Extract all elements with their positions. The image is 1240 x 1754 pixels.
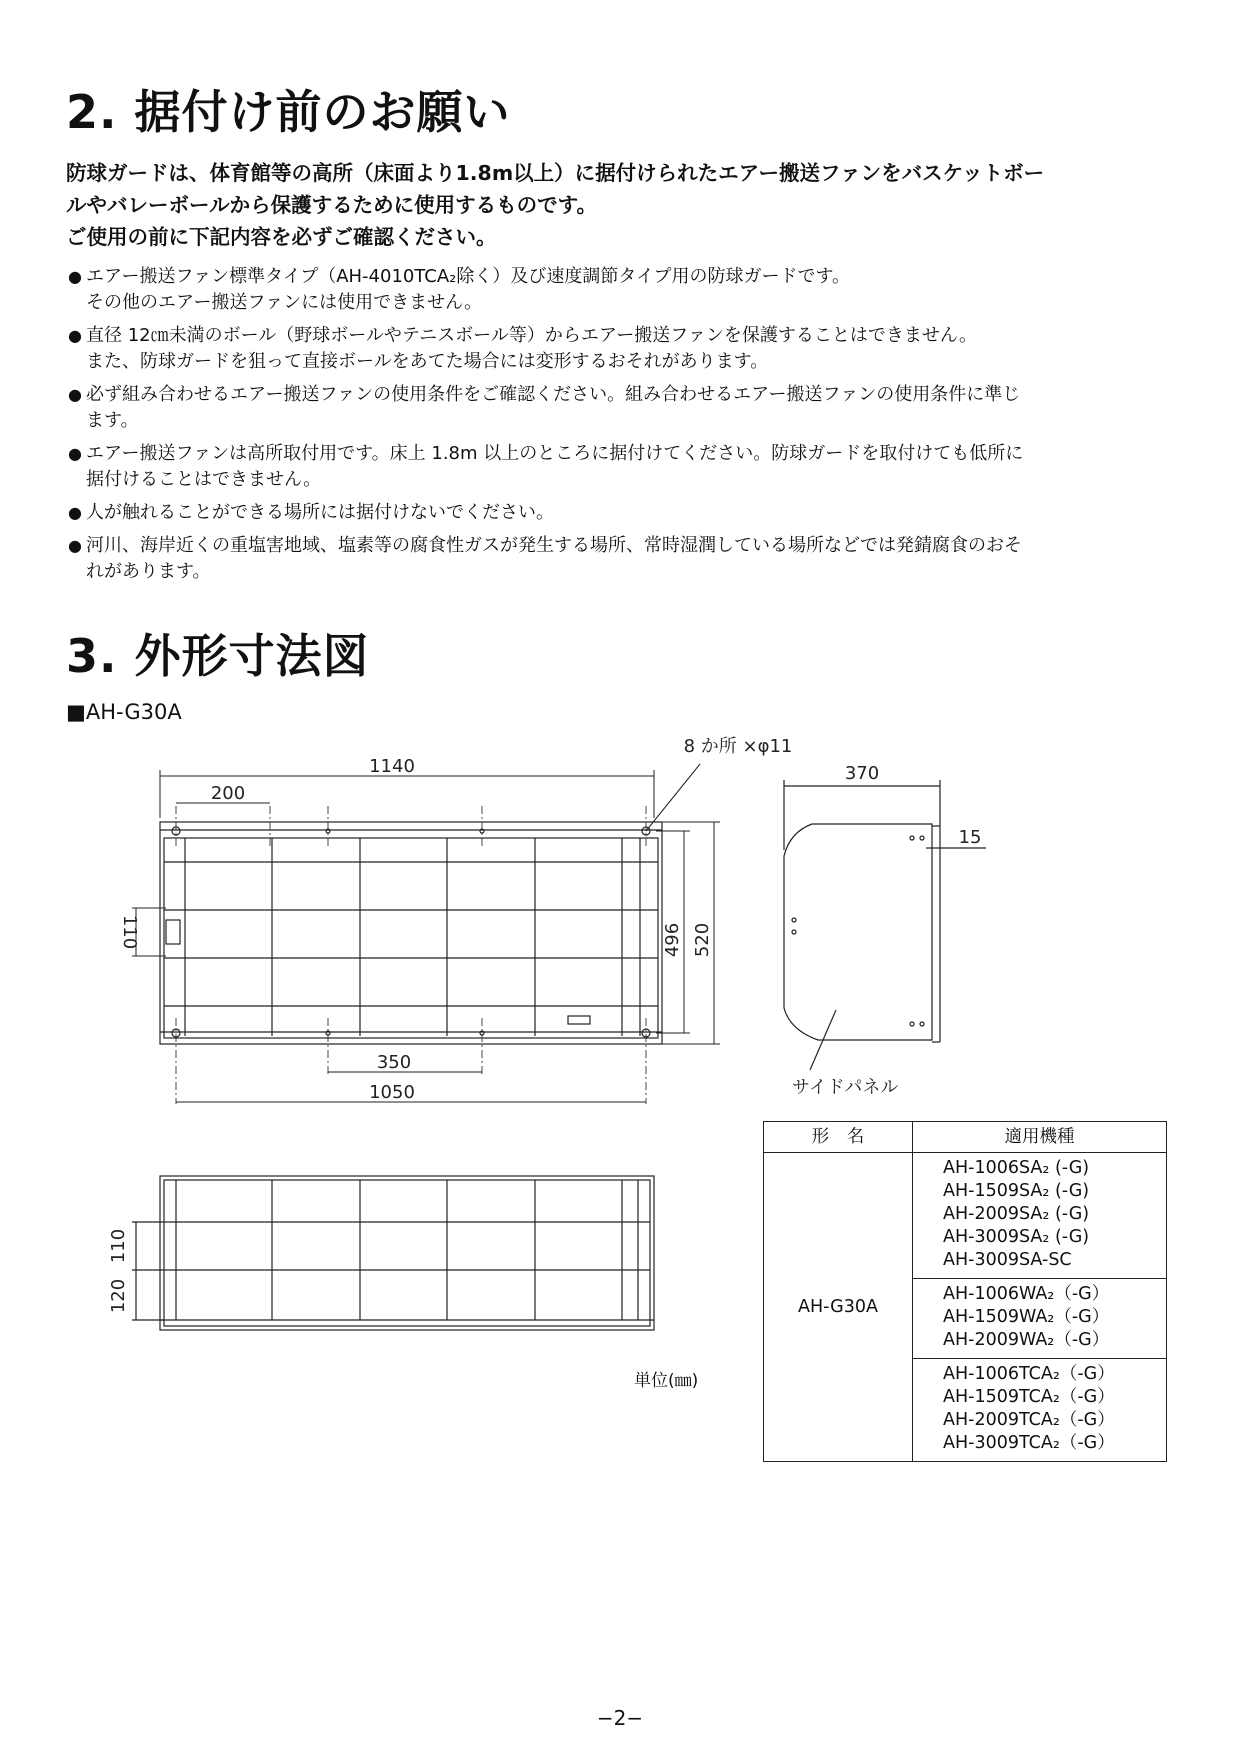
bottom-view xyxy=(132,1176,654,1330)
page-number: −2− xyxy=(596,1706,644,1730)
bullet-icon: ● xyxy=(68,267,82,286)
model-line: AH-3009SA₂ (-G) xyxy=(943,1227,1090,1247)
dim-350: 350 xyxy=(376,1052,412,1073)
dim-120-bottom: 120 xyxy=(108,1278,129,1314)
table-row xyxy=(913,1359,1167,1462)
intro-line-3: ご使用の前に下記内容を必ずご確認ください。 xyxy=(66,225,497,249)
dim-110-bottom: 110 xyxy=(108,1228,129,1264)
intro-line-1: 防球ガードは、体育館等の高所（床面より1.8m以上）に据付けられたエアー搬送ファンをバスケットボー xyxy=(66,161,1045,185)
model-line: AH-3009TCA₂（-G） xyxy=(943,1433,1115,1453)
side-view xyxy=(784,780,986,1070)
precaution-text: 直径 12㎝未満のボール（野球ボールやテニスボール等）からエアー搬送ファンを保護することはできません。 xyxy=(86,325,978,346)
dim-1140: 1140 xyxy=(369,756,415,777)
dim-holes: 8 か所 ×φ11 xyxy=(683,736,793,757)
precaution-text: エアー搬送ファンは高所取付用です。床上 1.8m 以上のところに据付けてください。防球ガードを取付けても低所に xyxy=(86,443,1024,464)
bullet-icon: ● xyxy=(68,326,82,345)
unit-label: 単位(㎜) xyxy=(634,1371,699,1391)
dim-15: 15 xyxy=(958,827,982,848)
side-panel-label: サイドパネル xyxy=(792,1077,899,1098)
model-line: AH-2009SA₂ (-G) xyxy=(943,1204,1090,1224)
bullet-icon: ● xyxy=(68,536,82,555)
front-frame-inner xyxy=(164,838,658,1038)
model-line: AH-2009TCA₂（-G） xyxy=(943,1410,1115,1430)
dim-520: 520 xyxy=(692,922,713,958)
dim-200: 200 xyxy=(210,783,246,804)
front-frame-outer xyxy=(160,822,662,1044)
precaution-text: その他のエアー搬送ファンには使用できません。 xyxy=(86,292,483,313)
dim-110-left: 110 xyxy=(119,914,140,950)
bullet-icon: ● xyxy=(68,444,82,463)
precaution-text: れがあります。 xyxy=(86,561,211,582)
model-line: AH-1509SA₂ (-G) xyxy=(943,1181,1090,1201)
table-header-applicable: 適用機種 xyxy=(913,1122,1167,1153)
table-model-cell: AH-G30A xyxy=(764,1153,913,1462)
table-header-model: 形 名 xyxy=(764,1122,913,1153)
model-line: AH-2009WA₂（-G） xyxy=(943,1330,1110,1350)
model-line: AH-1006WA₂（-G） xyxy=(943,1284,1110,1304)
dim-1050: 1050 xyxy=(369,1082,415,1103)
precaution-text: 人が触れることができる場所には据付けないでください。 xyxy=(86,502,554,523)
model-line: AH-1509WA₂（-G） xyxy=(943,1307,1110,1327)
precaution-text: 必ず組み合わせるエアー搬送ファンの使用条件をご確認ください。組み合わせるエアー搬送ファンの使用条件に準じ xyxy=(86,384,1021,405)
dim-496: 496 xyxy=(662,922,683,958)
precaution-text: エアー搬送ファン標準タイプ（AH-4010TCA₂除く）及び速度調節タイプ用の防球ガードです。 xyxy=(86,266,851,287)
model-table xyxy=(763,1121,1167,1462)
precaution-text: 河川、海岸近くの重塩害地域、塩素等の腐食性ガスが発生する場所、常時湿潤している場所などでは発錆腐食のおそ xyxy=(86,535,1022,556)
front-dimension-lines xyxy=(132,764,720,1102)
section2-heading: 2. 据付け前のお願い xyxy=(66,85,511,139)
section3-heading: 3. 外形寸法図 xyxy=(66,629,370,683)
table-row xyxy=(913,1279,1167,1359)
intro-line-2: ルやバレーボールから保護するために使用するものです。 xyxy=(66,193,597,217)
model-line: AH-1006TCA₂（-G） xyxy=(943,1364,1115,1384)
precaution-text: ます。 xyxy=(86,410,139,431)
model-line: AH-3009SA-SC xyxy=(943,1250,1072,1270)
precaution-text: また、防球ガードを狙って直接ボールをあてた場合には変形するおそれがあります。 xyxy=(86,351,769,372)
dim-370: 370 xyxy=(844,763,880,784)
table-row xyxy=(913,1153,1167,1279)
bullet-icon: ● xyxy=(68,385,82,404)
model-line: AH-1509TCA₂（-G） xyxy=(943,1387,1115,1407)
front-view xyxy=(160,822,662,1044)
model-label: ■AH-G30A xyxy=(66,700,182,724)
bullet-icon: ● xyxy=(68,503,82,522)
precaution-text: 据付けることはできません。 xyxy=(86,469,322,490)
model-line: AH-1006SA₂ (-G) xyxy=(943,1158,1090,1178)
